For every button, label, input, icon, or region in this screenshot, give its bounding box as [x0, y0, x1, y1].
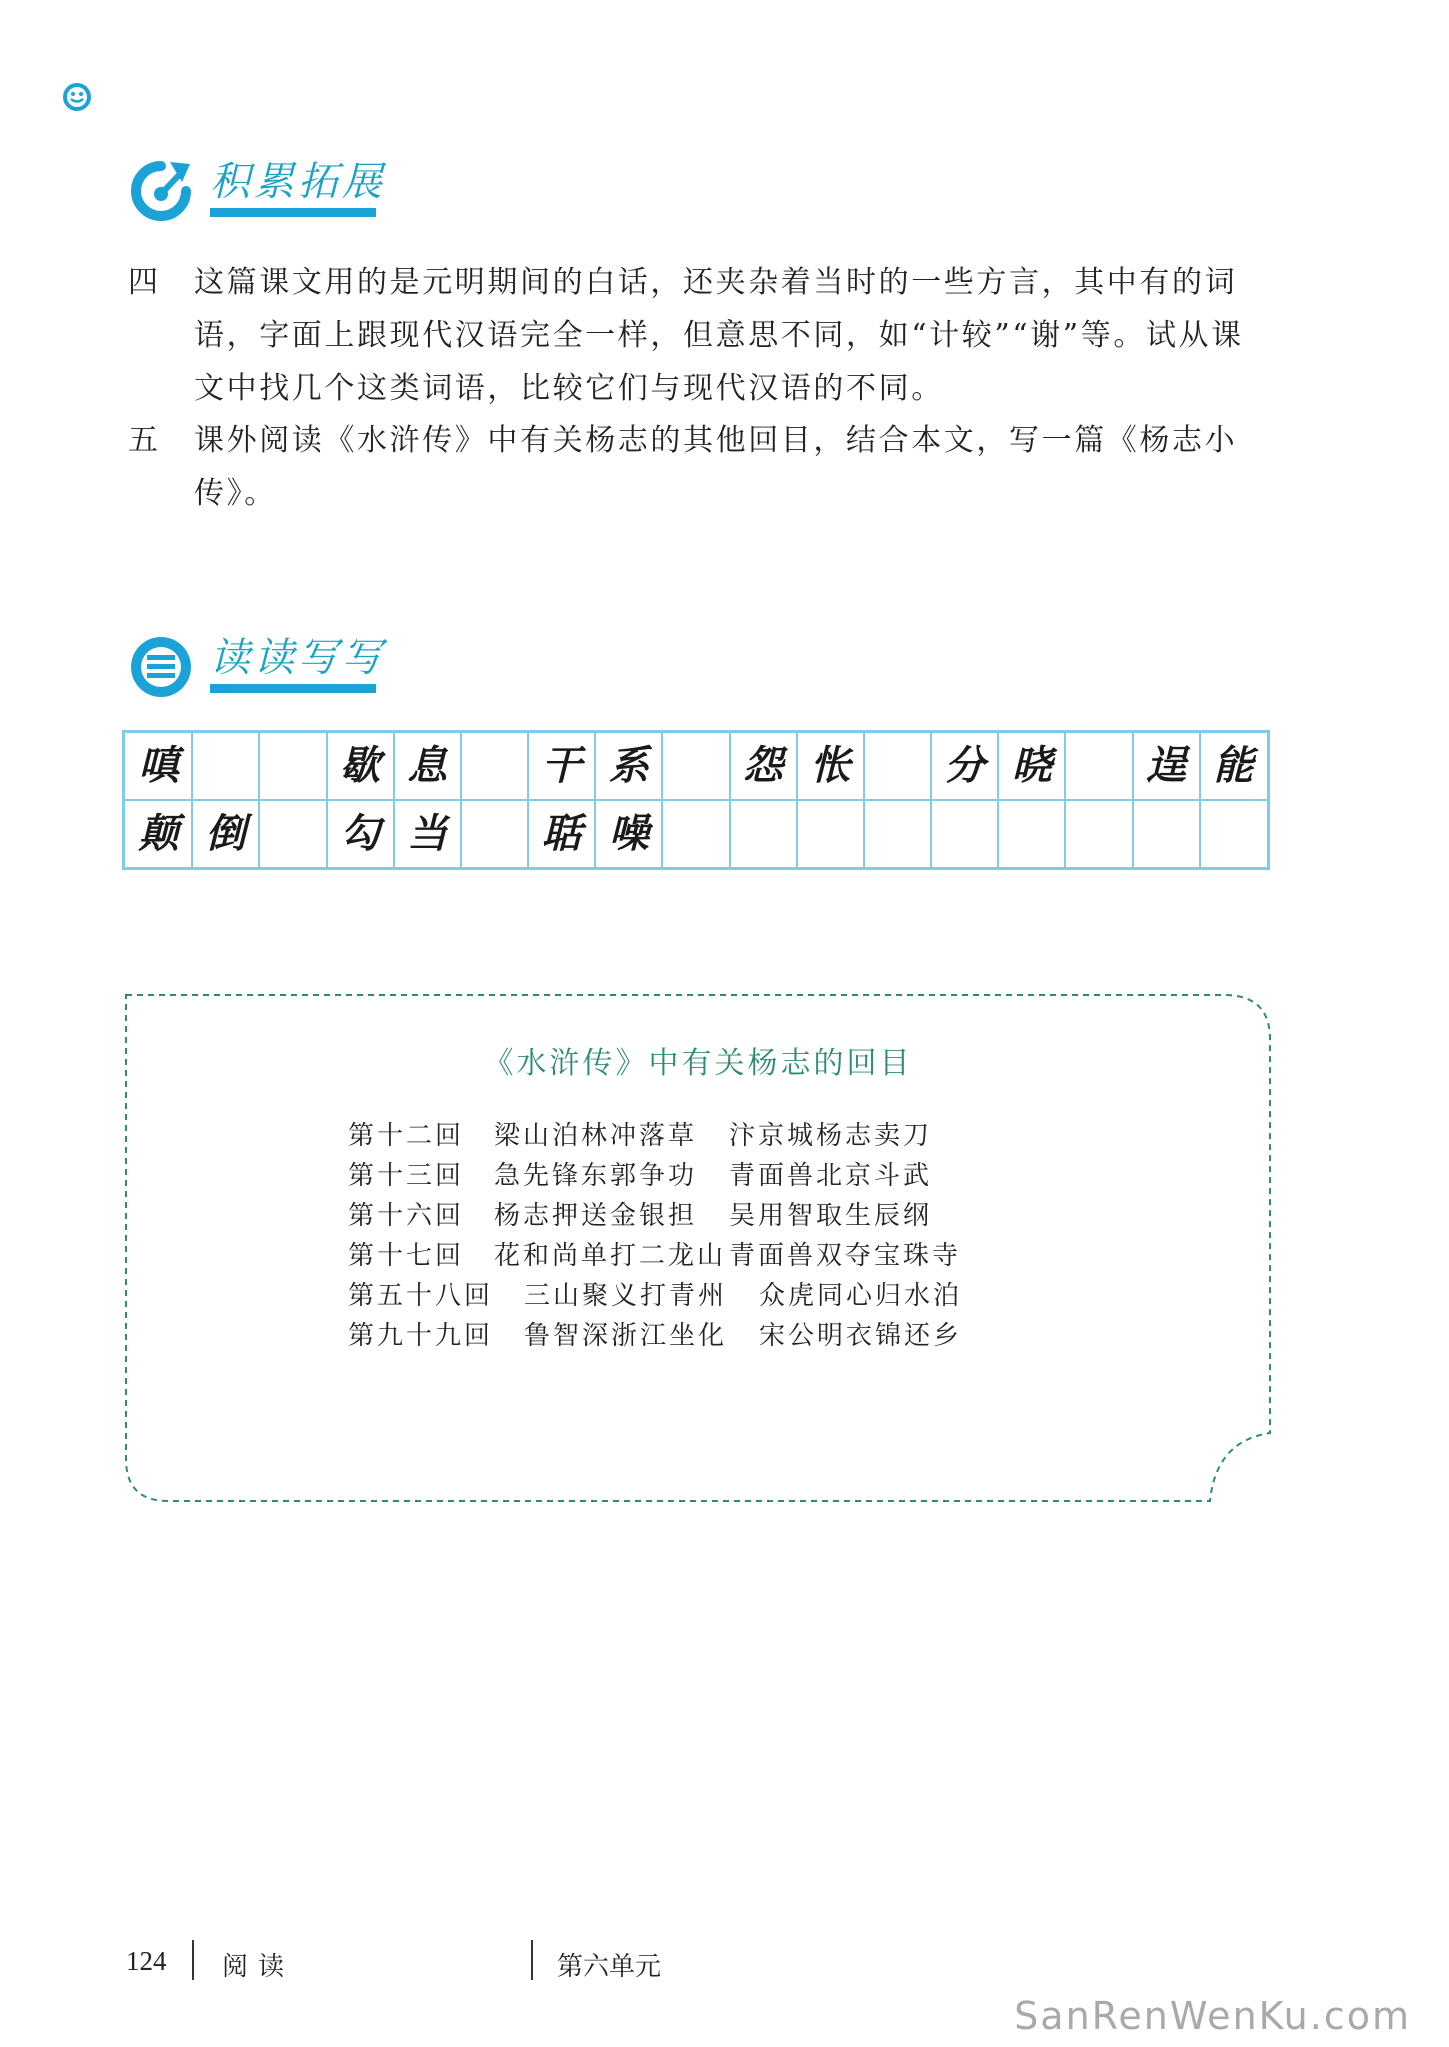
exercise-number: 五: [128, 423, 158, 458]
chapter-title-part: 宋公明衣锦还乡: [759, 1321, 963, 1351]
chapter-box-title: 《水浒传》中有关杨志的回目: [483, 1046, 913, 1081]
section-header-read-write: [128, 626, 408, 706]
footer-section-label: 阅读: [222, 1952, 295, 1982]
chapter-number: 第十六回: [348, 1201, 465, 1231]
chapter-row: [348, 1275, 962, 1312]
grid-cell: [259, 733, 326, 799]
chapter-row: [348, 1315, 962, 1352]
grid-cell: 干: [541, 743, 582, 789]
chapter-title-part: 青面兽北京斗武: [729, 1161, 933, 1191]
grid-cell: [259, 801, 326, 867]
refresh-arrow-icon: [128, 158, 194, 224]
chapter-title-part: 杨志押送金银担: [494, 1201, 698, 1231]
list-lines-icon: [128, 634, 194, 700]
grid-cell: [192, 733, 259, 799]
grid-cell: 噪: [608, 811, 649, 857]
title-underline: [210, 208, 376, 217]
chapter-row: [348, 1155, 932, 1192]
chapter-list-box: [124, 993, 1272, 1503]
grid-cell: [730, 801, 797, 867]
chapter-title-part: 青面兽双夺宝珠寺: [729, 1241, 962, 1271]
page-footer: [0, 1940, 1449, 2000]
grid-cell: 歇: [340, 743, 381, 789]
grid-cell: 怨: [743, 743, 784, 789]
grid-cell: 分: [944, 743, 985, 789]
chapter-title-part: 梁山泊林冲落草: [494, 1121, 698, 1151]
word-grid: [122, 730, 1270, 870]
grid-cell: [1065, 733, 1132, 799]
exercise-item: [128, 256, 1278, 416]
exercise-text: 课外阅读《水浒传》中有关杨志的其他回目，结合本文，写一篇《杨志小传》。: [194, 423, 1238, 511]
grid-cell: 系: [608, 743, 649, 789]
grid-cell: 当: [407, 811, 448, 857]
grid-cell: [1065, 801, 1132, 867]
grid-cell: [461, 733, 528, 799]
grid-cell: [864, 733, 931, 799]
grid-cell: [1133, 801, 1200, 867]
grid-cell: [864, 801, 931, 867]
exercise-item: [128, 414, 1278, 524]
grid-cell: 颠: [138, 811, 179, 857]
section-title: 积累拓展: [210, 159, 386, 205]
exercise-number: 四: [128, 265, 158, 300]
grid-cell: [461, 801, 528, 867]
grid-cell: 聒: [541, 811, 582, 857]
footer-divider: [531, 1940, 533, 1980]
grid-cell: 勾: [340, 811, 381, 857]
grid-cell: 怅: [810, 743, 851, 789]
chapter-number: 第五十八回: [348, 1281, 494, 1311]
grid-cell: [998, 801, 1065, 867]
footer-unit-label: 第六单元: [557, 1952, 662, 1982]
chapter-row: [348, 1115, 932, 1152]
grid-cell: 逞: [1146, 743, 1187, 789]
grid-cell: 晓: [1011, 743, 1052, 789]
chapter-number: 第十二回: [348, 1121, 465, 1151]
chapter-title-part: 鲁智深浙江坐化: [524, 1321, 728, 1351]
chapter-title-part: 汴京城杨志卖刀: [729, 1121, 933, 1151]
grid-cell: 嗔: [138, 743, 179, 789]
chapter-title-part: 吴用智取生辰纲: [729, 1201, 933, 1231]
chapter-title-part: 三山聚义打青州: [524, 1281, 728, 1311]
section-title: 读读写写: [210, 635, 386, 681]
grid-cell: [1200, 801, 1267, 867]
grid-cell: 能: [1213, 743, 1254, 789]
grid-cell: [931, 801, 998, 867]
grid-cell: [662, 733, 729, 799]
grid-cell: [662, 801, 729, 867]
grid-cell: [797, 801, 864, 867]
exercise-text: 这篇课文用的是元明期间的白话，还夹杂着当时的一些方言，其中有的词语，字面上跟现代汉语完全一样，但意思不同，如“计较”“谢”等。试从课文中找几个这类词语，比较它们与现代汉语的不同。: [194, 265, 1244, 406]
chapter-title-part: 众虎同心归水泊: [759, 1281, 963, 1311]
grid-cell: 息: [407, 743, 448, 789]
chapter-title-part: 急先锋东郭争功: [494, 1161, 698, 1191]
chapter-title-part: 花和尚单打二龙山: [494, 1241, 727, 1271]
title-underline: [210, 684, 376, 693]
chapter-row: [348, 1235, 961, 1272]
chapter-row: [348, 1195, 932, 1232]
page-number: 124: [126, 1946, 167, 1976]
chapter-number: 第十三回: [348, 1161, 465, 1191]
watermark: SanRenWenKu.com: [1014, 1994, 1411, 2038]
grid-cell: 倒: [205, 811, 246, 857]
footer-divider: [192, 1940, 194, 1980]
chapter-number: 第十七回: [348, 1241, 465, 1271]
smiley-icon: [62, 82, 92, 112]
section-header-accumulate: [128, 150, 408, 230]
chapter-number: 第九十九回: [348, 1321, 494, 1351]
